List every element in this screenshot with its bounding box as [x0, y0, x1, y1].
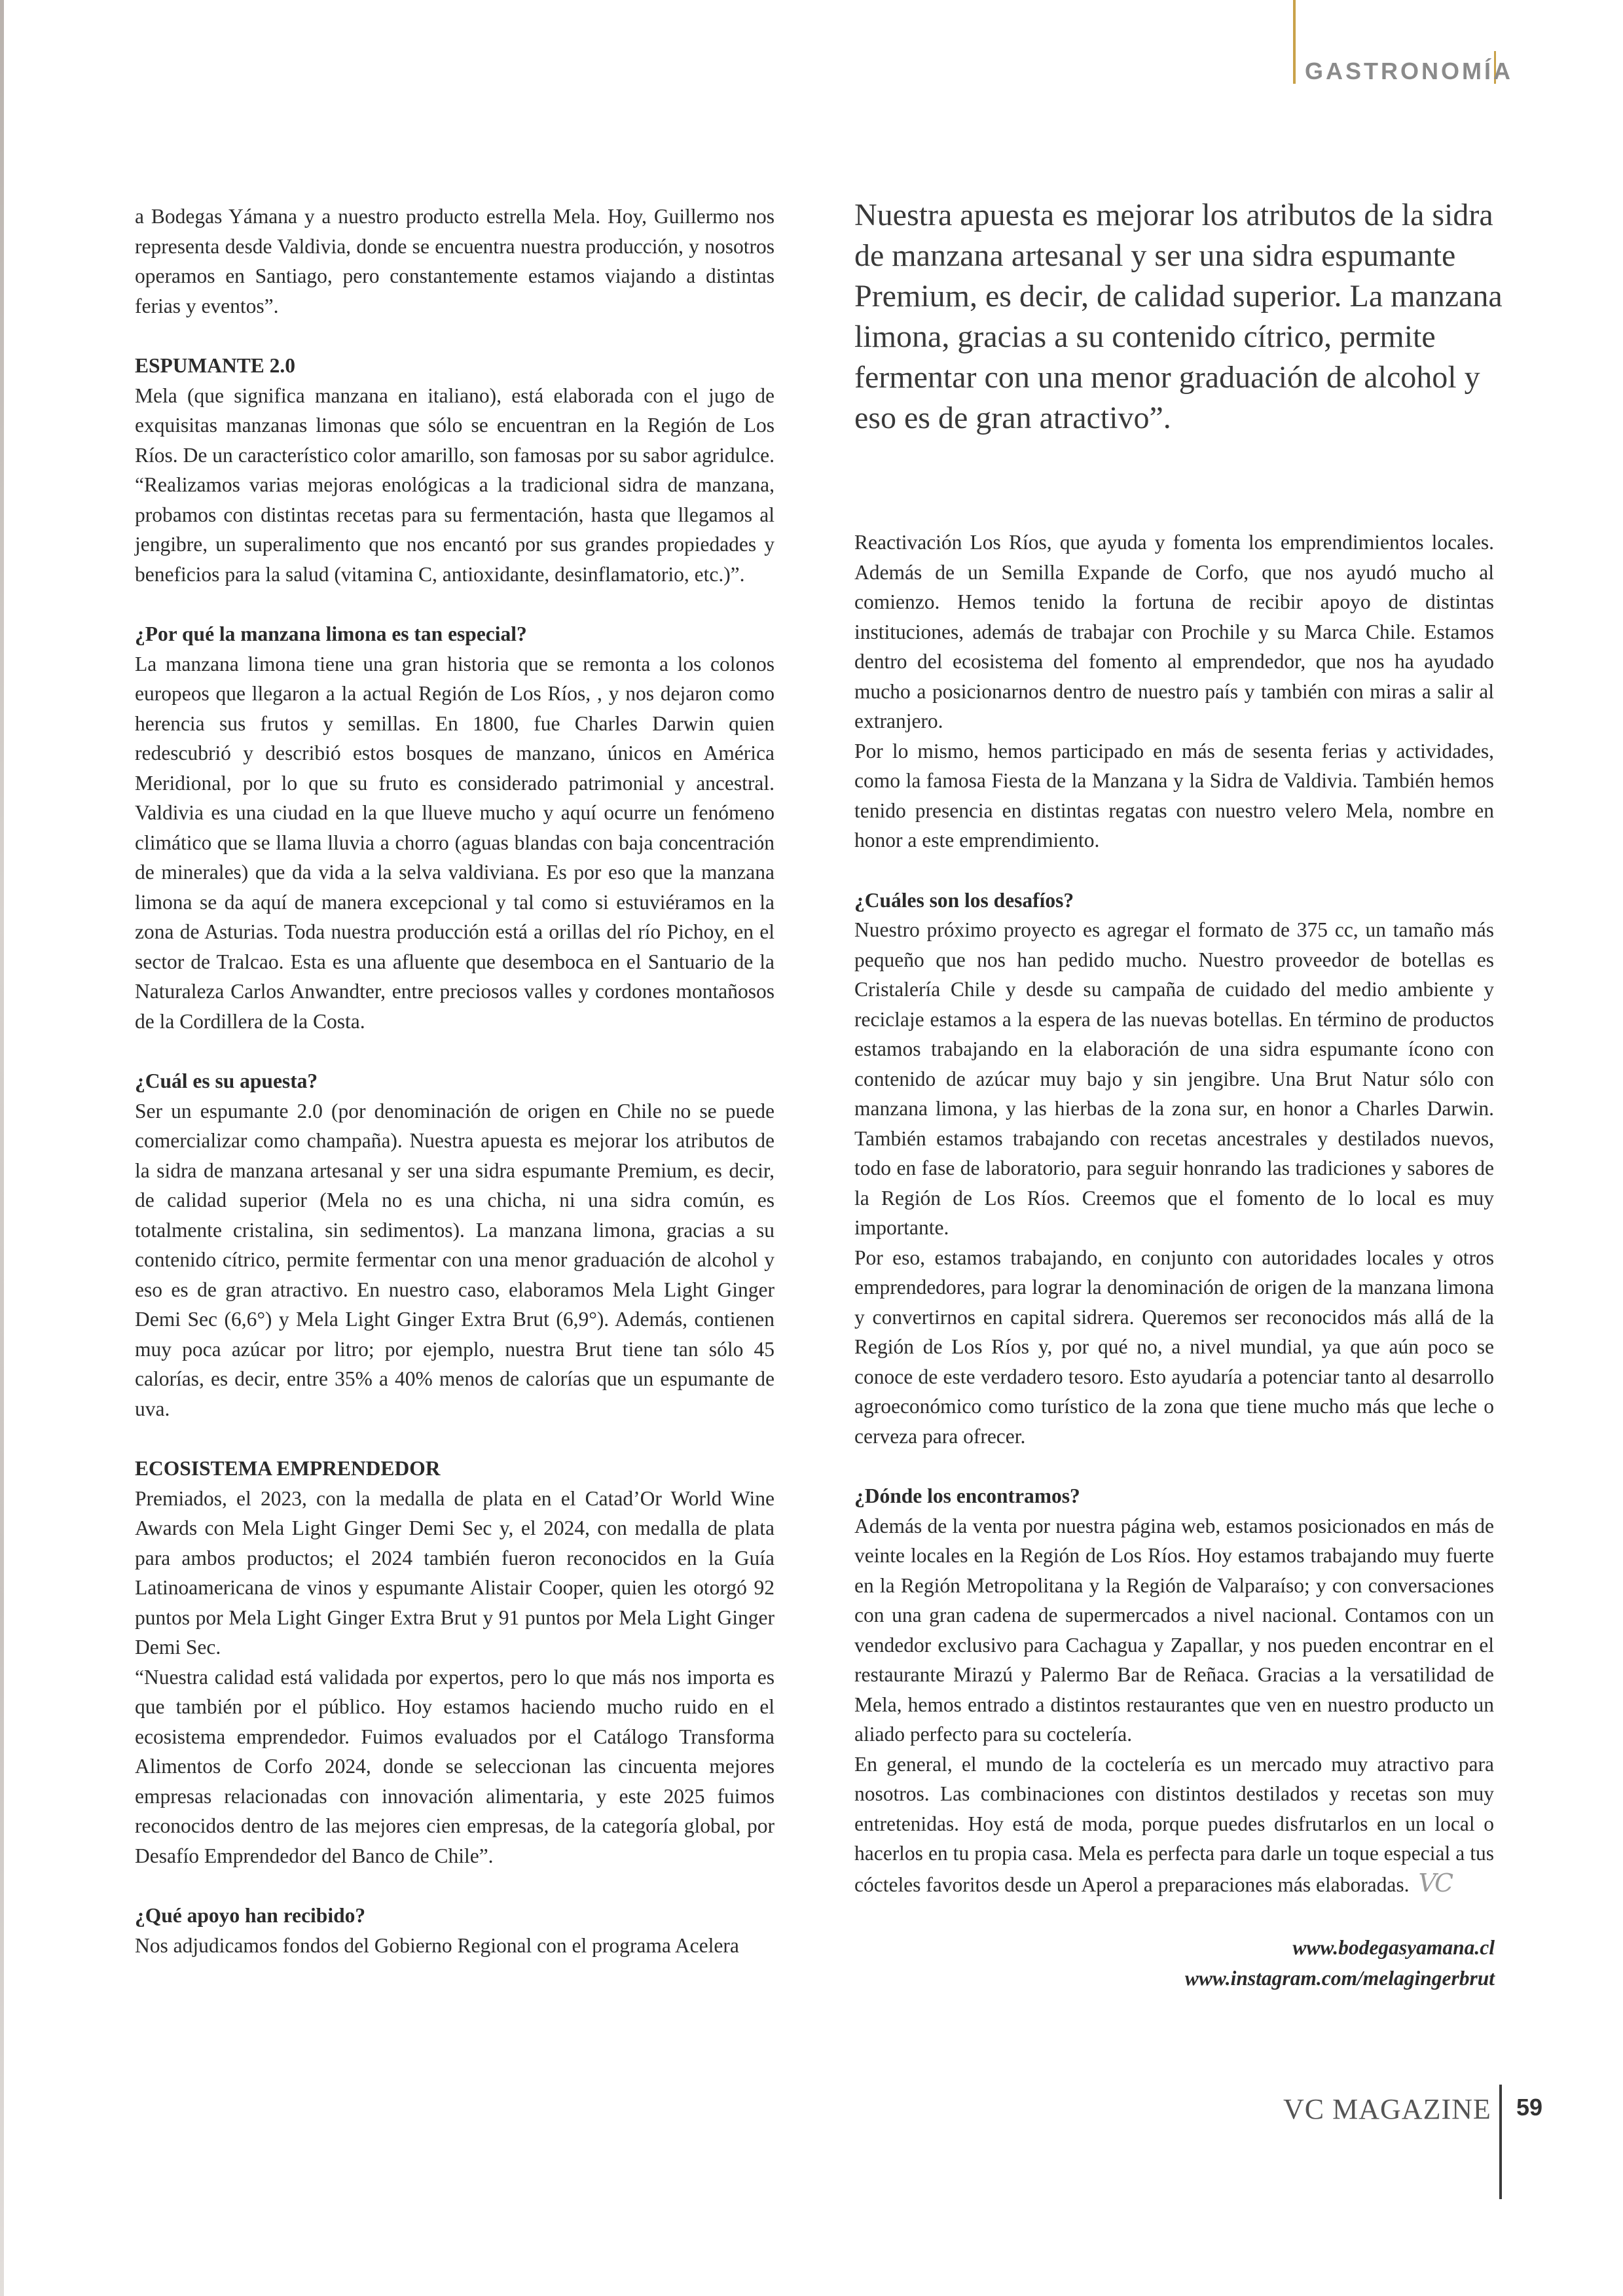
website-link[interactable]: www.bodegasyamana.cl: [1292, 1936, 1495, 1959]
limona-paragraph: La manzana limona tiene una gran historia que se remonta a los colonos europeos que llegaron a la actual Región de Los Ríos, , y nos dejaron como herencia sus frutos y semillas. En 1800, fue Charles Darwin quien redescubrió y describió estos bosques de manzano, únicos en América Meridional, por lo que su fruto es considerado patrimonial y ancestral. Valdivia es una ciudad en la que llueve mucho y aquí ocurre un fenómeno climático que se llama lluvia a chorro (aguas blandas con baja concentración de minerales) que da vida a la selva valdiviana. Es por eso que la manzana limona se da aquí de manera excepcional y tal como si estuviéramos en la zona de Asturias. Toda nuestra producción está a orillas del río Pichoy, en el sector de Tralcao. Esta es una afluente que desemboca en el Santuario de la Naturaleza Carlos Anwandter, entre preciosos valles y cordones montañosos de la Cordillera de la Costa.: [135, 652, 775, 1033]
encontramos-paragraph-1: Además de la venta por nuestra página web, estamos posicionados en más de veinte locales en la Región de Los Ríos. Hoy estamos trabajando muy fuerte en la Región Metropolitana y la Región de Valparaíso; y con conversaciones con una gran cadena de supermercados a nivel nacional. Contamos con un vendedor exclusivo para Cachagua y Zapallar, y nos pueden encontrar en el restaurante Mirazú y Palermo Bar de Reñaca. Gracias a la versatilidad de Mela, hemos entrado a distintos restaurantes que ven en nuestro producto un aliado perfecto para su coctelería.: [854, 1514, 1494, 1746]
page-number: 59: [1516, 2094, 1543, 2121]
ferias-paragraph: Por lo mismo, hemos participado en más de sesenta ferias y actividades, como la famosa Fiesta de la Manzana y la Sidra de Valdivia. También hemos tenido presencia en distintas regatas con nuestro velero Mela, nombre en honor a este emprendimiento.: [854, 739, 1494, 852]
right-column: [854, 528, 1494, 1899]
intro-paragraph: a Bodegas Yámana y a nuestro producto estrella Mela. Hoy, Guillermo nos representa desde Valdivia, donde se encuentra nuestra producción, y nosotros operamos en Santiago, pero constantemente estamos viajando a distintas ferias y eventos”.: [135, 205, 775, 317]
pull-quote: Nuestra apuesta es mejorar los atributos de la sidra de manzana artesanal y ser una sidra espumante Premium, es decir, de calidad superior. La manzana limona, gracias a su contenido cítrico, permite fermentar con una menor graduación de alcohol y eso es de gran atractivo”.: [854, 198, 1503, 435]
question-heading-desafios: ¿Cuáles son los desafíos?: [854, 888, 1074, 912]
apoyo-continued-paragraph: Reactivación Los Ríos, que ayuda y fomenta los emprendimientos locales. Además de un Semilla Expande de Corfo, que nos ayudó mucho al comienzo. Hemos tenido la fortuna de recibir apoyo de distintas instituciones, además de trabajar con Prochile y su Marca Chile. Estamos dentro del ecosistema del fomento al emprendedor, que nos ha ayudado mucho a posicionarnos dentro de nuestro país y también con miras a salir al extranjero.: [854, 531, 1494, 732]
question-heading-encontramos: ¿Dónde los encontramos?: [854, 1484, 1080, 1507]
apuesta-paragraph: Ser un espumante 2.0 (por denominación de origen en Chile no se puede comercializar como champaña). Nuestra apuesta es mejorar los atributos de la sidra de manzana artesanal y ser una sidra espumante Premium, es decir, de calidad superior (Mela no es una chicha, ni una sidra común, es totalmente cristalina, sin sedimentos). La manzana limona, gracias a su contenido cítrico, permite fermentar con una menor graduación de alcohol y eso es de gran atractivo. En nuestro caso, elaboramos Mela Light Ginger Demi Sec (6,6°) y Mela Light Ginger Extra Brut (6,9°). Además, contienen muy poca azúcar por litro; por ejemplo, nuestra Brut tiene tan sólo 45 calorías, es decir, entre 35% a 40% menos de calorías que un espumante de uva.: [135, 1099, 775, 1420]
magazine-name: VC MAGAZINE: [1283, 2093, 1491, 2125]
ecosistema-heading: ECOSISTEMA EMPRENDEDOR: [135, 1457, 441, 1480]
left-column: [135, 202, 775, 1960]
section-tag: [1293, 0, 1513, 85]
ecosistema-paragraph-2: “Nuestra calidad está validada por expertos, pero lo que más nos importa es que también por el público. Hoy estamos haciendo mucho ruido en el ecosistema emprendedor. Fuimos evaluados por el Catálogo Transforma Alimentos de Corfo 2024, donde se seleccionan las cincuenta mejores empresas relacionadas con innovación alimentaria, y este 2025 fuimos reconocidos dentro de las mejores cien empresas, de la categoría global, por Desafío Emprendedor del Banco de Chile”.: [135, 1665, 775, 1867]
instagram-link[interactable]: www.instagram.com/melagingerbrut: [1184, 1967, 1495, 1990]
section-rule-left: [1293, 0, 1296, 84]
page-edge: [0, 0, 4, 2296]
question-heading-apoyo: ¿Qué apoyo han recibido?: [135, 1904, 366, 1927]
vc-signature-logo: VC: [1418, 1868, 1452, 1897]
ecosistema-paragraph-1: Premiados, el 2023, con la medalla de plata en el Catad’Or World Wine Awards con Mela Light Ginger Demi Sec y, el 2024, con medalla de plata para ambos productos; el 2024 también fueron reconocidos en la Guía Latinoamericana de vinos y espumante Alistair Cooper, quien les otorgó 92 puntos por Mela Light Ginger Extra Brut y 91 puntos por Mela Light Ginger Demi Sec.: [135, 1486, 775, 1659]
apoyo-paragraph: Nos adjudicamos fondos del Gobierno Regional con el programa Acelera: [135, 1933, 739, 1957]
footer-divider: [1499, 2085, 1502, 2199]
desafios-paragraph-2: Por eso, estamos trabajando, en conjunto con autoridades locales y otros emprendedores, para lograr la denominación de origen de la manzana limona y convertirnos en capital sidrera. Queremos ser reconocidos más allá de la Región de Los Ríos y, por qué no, a nivel mundial, ya que aún poco se conoce de este verdadero tesoro. Esto ayudaría a potenciar tanto al desarrollo agroeconómico como turístico de la zona que tiene mucho más que leche o cerveza para ofrecer.: [854, 1246, 1494, 1448]
question-heading-limona: ¿Por qué la manzana limona es tan especial?: [135, 622, 527, 645]
page-footer: [1283, 2085, 1545, 2199]
encontramos-paragraph-2-text: En general, el mundo de la coctelería es un mercado muy atractivo para nosotros. Las combinaciones con distintos destilados y recetas son muy entretenidas. Hoy está de moda, porque puedes disfrutarlos en un local o hacerlos en tu propia casa. Mela es perfecta para darle un toque especial a tus cócteles favoritos desde un Aperol a preparaciones más elaboradas.: [854, 1752, 1494, 1896]
encontramos-paragraph-2: [854, 1749, 1494, 1900]
links-block: [1185, 1932, 1495, 1994]
question-heading-apuesta: ¿Cuál es su apuesta?: [135, 1069, 318, 1092]
espumante-paragraph: Mela (que significa manzana en italiano), está elaborada con el jugo de exquisitas manzanas limonas que sólo se encuentran en la Región de Los Ríos. De un característico color amarillo, son famosas por su sabor agridulce. “Realizamos varias mejoras enológicas a la tradicional sidra de manzana, probamos con distintas recetas para su fermentación, hasta que llegamos al jengibre, un superalimento que nos encantó por sus grandes propiedades y beneficios para la salud (vitamina C, antioxidante, desinflamatorio, etc.)”.: [135, 384, 775, 586]
section-label: GASTRONOMÍA: [1305, 58, 1513, 84]
espumante-heading: ESPUMANTE 2.0: [135, 354, 296, 377]
desafios-paragraph-1: Nuestro próximo proyecto es agregar el formato de 375 cc, un tamaño más pequeño que nos han pedido mucho. Nuestro proveedor de botellas es Cristalería Chile y desde su campaña de cuidado del medio ambiente y reciclaje estamos a la espera de las nuevas botellas. En término de productos estamos trabajando en la elaboración de una sidra espumante ícono con contenido de azúcar muy bajo y sin jengibre. Una Brut Natur sólo con manzana limona, y las hierbas de la zona sur, en honor a Charles Darwin. También estamos trabajando con recetas ancestrales y destilados nuevos, todo en fase de laboratorio, para seguir honrando las tradiciones y sabores de la Región de Los Ríos. Creemos que el fomento de lo local es muy importante.: [854, 918, 1494, 1239]
